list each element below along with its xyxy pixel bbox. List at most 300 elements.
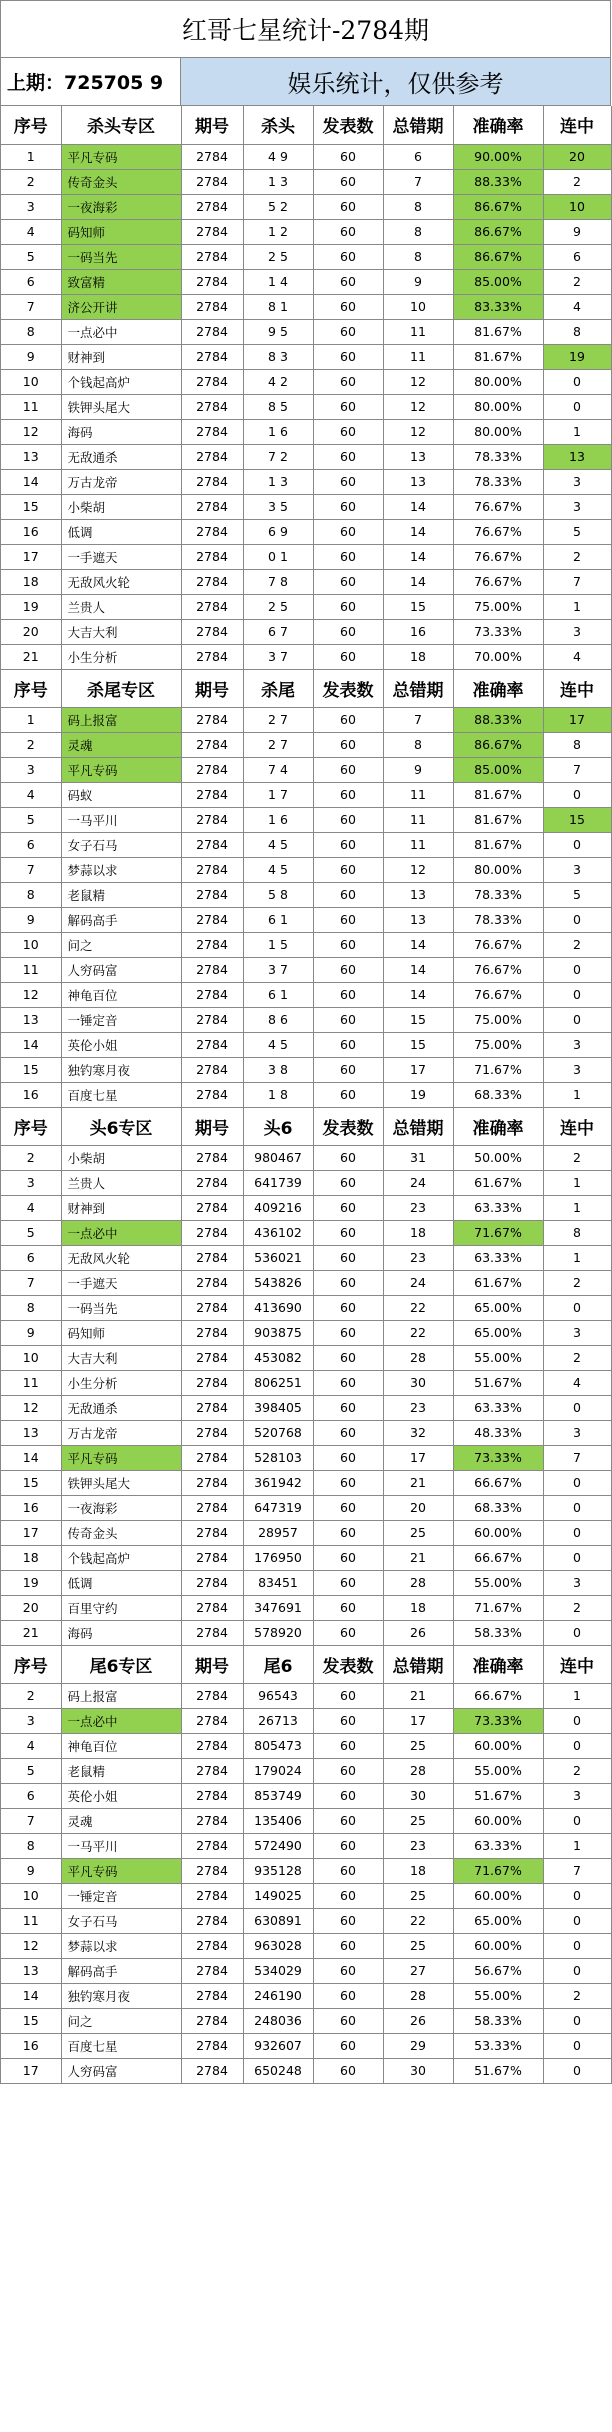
cell-name: 百度七星 bbox=[61, 1082, 181, 1107]
cell-accuracy: 61.67% bbox=[453, 1270, 543, 1295]
cell-issue: 2784 bbox=[181, 394, 243, 419]
cell-issue: 2784 bbox=[181, 857, 243, 882]
cell-streak: 0 bbox=[543, 1545, 611, 1570]
cell-misses: 13 bbox=[383, 469, 453, 494]
cell-published: 60 bbox=[313, 1708, 383, 1733]
cell-rank: 1 bbox=[1, 144, 61, 169]
cell-accuracy: 51.67% bbox=[453, 1783, 543, 1808]
cell-published: 60 bbox=[313, 1345, 383, 1370]
stats-table bbox=[1, 106, 612, 2084]
cell-rank: 11 bbox=[1, 1370, 61, 1395]
cell-pick: 647319 bbox=[243, 1495, 313, 1520]
table-row bbox=[1, 419, 611, 444]
cell-published: 60 bbox=[313, 957, 383, 982]
cell-accuracy: 68.33% bbox=[453, 1495, 543, 1520]
cell-published: 60 bbox=[313, 544, 383, 569]
cell-name: 老鼠精 bbox=[61, 882, 181, 907]
cell-misses: 12 bbox=[383, 857, 453, 882]
cell-name: 一码当先 bbox=[61, 244, 181, 269]
cell-name: 个钱起高炉 bbox=[61, 1545, 181, 1570]
cell-accuracy: 90.00% bbox=[453, 144, 543, 169]
cell-published: 60 bbox=[313, 219, 383, 244]
table-row bbox=[1, 1195, 611, 1220]
cell-published: 60 bbox=[313, 1220, 383, 1245]
cell-rank: 21 bbox=[1, 1620, 61, 1645]
cell-rank: 15 bbox=[1, 2008, 61, 2033]
cell-pick: 6 7 bbox=[243, 619, 313, 644]
table-row bbox=[1, 544, 611, 569]
cell-issue: 2784 bbox=[181, 707, 243, 732]
cell-misses: 18 bbox=[383, 1220, 453, 1245]
cell-pick: 4 5 bbox=[243, 1032, 313, 1057]
cell-rank: 16 bbox=[1, 1495, 61, 1520]
cell-misses: 23 bbox=[383, 1833, 453, 1858]
cell-published: 60 bbox=[313, 1270, 383, 1295]
cell-misses: 14 bbox=[383, 544, 453, 569]
cell-accuracy: 65.00% bbox=[453, 1295, 543, 1320]
cell-issue: 2784 bbox=[181, 1983, 243, 2008]
cell-misses: 19 bbox=[383, 1082, 453, 1107]
cell-published: 60 bbox=[313, 194, 383, 219]
cell-streak: 9 bbox=[543, 219, 611, 244]
cell-streak: 3 bbox=[543, 1783, 611, 1808]
cell-misses: 11 bbox=[383, 344, 453, 369]
cell-rank: 2 bbox=[1, 169, 61, 194]
cell-pick: 2 7 bbox=[243, 707, 313, 732]
cell-issue: 2784 bbox=[181, 1245, 243, 1270]
cell-issue: 2784 bbox=[181, 1195, 243, 1220]
cell-streak: 10 bbox=[543, 194, 611, 219]
last-issue-label: 上期：725705 9 bbox=[1, 58, 181, 105]
cell-published: 60 bbox=[313, 1395, 383, 1420]
cell-misses: 25 bbox=[383, 1733, 453, 1758]
cell-misses: 21 bbox=[383, 1470, 453, 1495]
cell-published: 60 bbox=[313, 1833, 383, 1858]
cell-name: 大吉大利 bbox=[61, 619, 181, 644]
cell-rank: 18 bbox=[1, 1545, 61, 1570]
cell-name: 兰贵人 bbox=[61, 594, 181, 619]
cell-rank: 13 bbox=[1, 444, 61, 469]
table-row bbox=[1, 619, 611, 644]
cell-name: 独钓寒月夜 bbox=[61, 1983, 181, 2008]
cell-issue: 2784 bbox=[181, 957, 243, 982]
cell-published: 60 bbox=[313, 1445, 383, 1470]
section-header-row bbox=[1, 1645, 611, 1683]
cell-pick: 8 6 bbox=[243, 1007, 313, 1032]
table-row bbox=[1, 494, 611, 519]
cell-issue: 2784 bbox=[181, 1495, 243, 1520]
cell-rank: 15 bbox=[1, 1470, 61, 1495]
section-header-row bbox=[1, 1107, 611, 1145]
cell-pick: 0 1 bbox=[243, 544, 313, 569]
cell-rank: 4 bbox=[1, 1733, 61, 1758]
cell-name: 铁钾头尾大 bbox=[61, 1470, 181, 1495]
cell-pick: 135406 bbox=[243, 1808, 313, 1833]
cell-accuracy: 48.33% bbox=[453, 1420, 543, 1445]
cell-misses: 26 bbox=[383, 2008, 453, 2033]
cell-name: 无敌风火轮 bbox=[61, 1245, 181, 1270]
cell-rank: 5 bbox=[1, 1758, 61, 1783]
cell-misses: 15 bbox=[383, 1032, 453, 1057]
cell-issue: 2784 bbox=[181, 1708, 243, 1733]
cell-issue: 2784 bbox=[181, 1295, 243, 1320]
cell-streak: 17 bbox=[543, 707, 611, 732]
cell-misses: 13 bbox=[383, 882, 453, 907]
cell-misses: 20 bbox=[383, 1495, 453, 1520]
cell-accuracy: 71.67% bbox=[453, 1858, 543, 1883]
cell-accuracy: 71.67% bbox=[453, 1057, 543, 1082]
header-misses: 总错期 bbox=[383, 669, 453, 707]
header-name: 杀头专区 bbox=[61, 106, 181, 144]
cell-streak: 0 bbox=[543, 369, 611, 394]
cell-misses: 28 bbox=[383, 1345, 453, 1370]
table-row bbox=[1, 1470, 611, 1495]
cell-streak: 2 bbox=[543, 1270, 611, 1295]
cell-accuracy: 76.67% bbox=[453, 982, 543, 1007]
cell-streak: 0 bbox=[543, 1395, 611, 1420]
table-row bbox=[1, 1858, 611, 1883]
cell-pick: 409216 bbox=[243, 1195, 313, 1220]
cell-streak: 0 bbox=[543, 1883, 611, 1908]
cell-pick: 806251 bbox=[243, 1370, 313, 1395]
cell-name: 解码高手 bbox=[61, 1958, 181, 1983]
cell-accuracy: 76.67% bbox=[453, 932, 543, 957]
cell-accuracy: 55.00% bbox=[453, 1983, 543, 2008]
cell-name: 无敌通杀 bbox=[61, 1395, 181, 1420]
cell-misses: 25 bbox=[383, 1808, 453, 1833]
cell-pick: 1 3 bbox=[243, 169, 313, 194]
cell-published: 60 bbox=[313, 1520, 383, 1545]
cell-published: 60 bbox=[313, 144, 383, 169]
table-row bbox=[1, 594, 611, 619]
cell-misses: 21 bbox=[383, 1683, 453, 1708]
cell-name: 财神到 bbox=[61, 1195, 181, 1220]
cell-issue: 2784 bbox=[181, 1733, 243, 1758]
table-row bbox=[1, 1595, 611, 1620]
cell-rank: 7 bbox=[1, 294, 61, 319]
cell-rank: 5 bbox=[1, 244, 61, 269]
cell-misses: 31 bbox=[383, 1145, 453, 1170]
cell-name: 女子石马 bbox=[61, 1908, 181, 1933]
cell-published: 60 bbox=[313, 369, 383, 394]
stats-table-body bbox=[1, 106, 611, 2083]
cell-name: 小柴胡 bbox=[61, 494, 181, 519]
cell-pick: 436102 bbox=[243, 1220, 313, 1245]
cell-accuracy: 60.00% bbox=[453, 1933, 543, 1958]
cell-name: 一马平川 bbox=[61, 1833, 181, 1858]
cell-accuracy: 50.00% bbox=[453, 1145, 543, 1170]
cell-issue: 2784 bbox=[181, 1620, 243, 1645]
table-row bbox=[1, 1545, 611, 1570]
cell-misses: 14 bbox=[383, 957, 453, 982]
header-streak: 连中 bbox=[543, 669, 611, 707]
cell-pick: 1 2 bbox=[243, 219, 313, 244]
cell-misses: 24 bbox=[383, 1170, 453, 1195]
cell-issue: 2784 bbox=[181, 757, 243, 782]
cell-pick: 1 6 bbox=[243, 807, 313, 832]
cell-published: 60 bbox=[313, 294, 383, 319]
cell-name: 码上报富 bbox=[61, 1683, 181, 1708]
cell-accuracy: 55.00% bbox=[453, 1758, 543, 1783]
cell-pick: 2 5 bbox=[243, 244, 313, 269]
cell-name: 一手遮天 bbox=[61, 544, 181, 569]
cell-published: 60 bbox=[313, 1908, 383, 1933]
cell-accuracy: 86.67% bbox=[453, 219, 543, 244]
cell-rank: 20 bbox=[1, 1595, 61, 1620]
cell-accuracy: 58.33% bbox=[453, 1620, 543, 1645]
cell-misses: 15 bbox=[383, 1007, 453, 1032]
top-bar bbox=[1, 58, 611, 106]
cell-streak: 0 bbox=[543, 982, 611, 1007]
cell-rank: 12 bbox=[1, 419, 61, 444]
cell-name: 致富精 bbox=[61, 269, 181, 294]
cell-published: 60 bbox=[313, 1032, 383, 1057]
cell-streak: 4 bbox=[543, 294, 611, 319]
cell-pick: 853749 bbox=[243, 1783, 313, 1808]
cell-published: 60 bbox=[313, 1195, 383, 1220]
cell-pick: 805473 bbox=[243, 1733, 313, 1758]
table-row bbox=[1, 2008, 611, 2033]
cell-published: 60 bbox=[313, 594, 383, 619]
table-row bbox=[1, 1145, 611, 1170]
cell-pick: 246190 bbox=[243, 1983, 313, 2008]
cell-pick: 1 6 bbox=[243, 419, 313, 444]
cell-issue: 2784 bbox=[181, 1520, 243, 1545]
cell-issue: 2784 bbox=[181, 1220, 243, 1245]
header-rank: 序号 bbox=[1, 669, 61, 707]
cell-misses: 6 bbox=[383, 144, 453, 169]
table-row bbox=[1, 1933, 611, 1958]
cell-rank: 9 bbox=[1, 1858, 61, 1883]
cell-name: 问之 bbox=[61, 932, 181, 957]
cell-accuracy: 56.67% bbox=[453, 1958, 543, 1983]
cell-name: 一夜海彩 bbox=[61, 194, 181, 219]
cell-name: 济公开讲 bbox=[61, 294, 181, 319]
cell-pick: 980467 bbox=[243, 1145, 313, 1170]
table-row bbox=[1, 1833, 611, 1858]
cell-accuracy: 65.00% bbox=[453, 1320, 543, 1345]
cell-misses: 9 bbox=[383, 269, 453, 294]
table-row bbox=[1, 2033, 611, 2058]
cell-issue: 2784 bbox=[181, 169, 243, 194]
cell-streak: 1 bbox=[543, 1170, 611, 1195]
cell-streak: 0 bbox=[543, 1007, 611, 1032]
cell-rank: 20 bbox=[1, 619, 61, 644]
header-rank: 序号 bbox=[1, 106, 61, 144]
cell-issue: 2784 bbox=[181, 1145, 243, 1170]
cell-published: 60 bbox=[313, 782, 383, 807]
cell-rank: 17 bbox=[1, 1520, 61, 1545]
cell-streak: 0 bbox=[543, 957, 611, 982]
cell-rank: 7 bbox=[1, 1270, 61, 1295]
cell-rank: 3 bbox=[1, 1708, 61, 1733]
cell-misses: 8 bbox=[383, 244, 453, 269]
cell-pick: 932607 bbox=[243, 2033, 313, 2058]
cell-streak: 3 bbox=[543, 619, 611, 644]
header-streak: 连中 bbox=[543, 106, 611, 144]
cell-published: 60 bbox=[313, 419, 383, 444]
table-row bbox=[1, 757, 611, 782]
table-row bbox=[1, 1370, 611, 1395]
table-row bbox=[1, 1170, 611, 1195]
cell-name: 低调 bbox=[61, 1570, 181, 1595]
cell-streak: 3 bbox=[543, 1570, 611, 1595]
cell-issue: 2784 bbox=[181, 982, 243, 1007]
cell-issue: 2784 bbox=[181, 807, 243, 832]
cell-issue: 2784 bbox=[181, 1858, 243, 1883]
header-name: 头6专区 bbox=[61, 1107, 181, 1145]
cell-pick: 361942 bbox=[243, 1470, 313, 1495]
cell-accuracy: 81.67% bbox=[453, 344, 543, 369]
header-pick: 尾6 bbox=[243, 1645, 313, 1683]
cell-misses: 11 bbox=[383, 832, 453, 857]
table-row bbox=[1, 1420, 611, 1445]
cell-streak: 0 bbox=[543, 1495, 611, 1520]
cell-name: 平凡专码 bbox=[61, 1445, 181, 1470]
cell-accuracy: 80.00% bbox=[453, 394, 543, 419]
cell-streak: 8 bbox=[543, 1220, 611, 1245]
table-row bbox=[1, 1320, 611, 1345]
cell-published: 60 bbox=[313, 394, 383, 419]
cell-pick: 149025 bbox=[243, 1883, 313, 1908]
cell-pick: 903875 bbox=[243, 1320, 313, 1345]
cell-issue: 2784 bbox=[181, 344, 243, 369]
cell-published: 60 bbox=[313, 932, 383, 957]
cell-name: 传奇金头 bbox=[61, 1520, 181, 1545]
cell-published: 60 bbox=[313, 1170, 383, 1195]
cell-name: 一马平川 bbox=[61, 807, 181, 832]
cell-accuracy: 60.00% bbox=[453, 1520, 543, 1545]
header-name: 尾6专区 bbox=[61, 1645, 181, 1683]
cell-misses: 25 bbox=[383, 1933, 453, 1958]
cell-streak: 5 bbox=[543, 882, 611, 907]
header-issue: 期号 bbox=[181, 106, 243, 144]
cell-misses: 7 bbox=[383, 169, 453, 194]
cell-streak: 3 bbox=[543, 1032, 611, 1057]
cell-accuracy: 70.00% bbox=[453, 644, 543, 669]
cell-rank: 6 bbox=[1, 832, 61, 857]
cell-published: 60 bbox=[313, 1420, 383, 1445]
cell-published: 60 bbox=[313, 244, 383, 269]
cell-streak: 2 bbox=[543, 1345, 611, 1370]
cell-accuracy: 53.33% bbox=[453, 2033, 543, 2058]
cell-streak: 2 bbox=[543, 1595, 611, 1620]
cell-published: 60 bbox=[313, 1808, 383, 1833]
cell-streak: 0 bbox=[543, 1620, 611, 1645]
cell-name: 个钱起高炉 bbox=[61, 369, 181, 394]
cell-published: 60 bbox=[313, 469, 383, 494]
cell-pick: 8 3 bbox=[243, 344, 313, 369]
cell-rank: 5 bbox=[1, 1220, 61, 1245]
table-row bbox=[1, 782, 611, 807]
cell-issue: 2784 bbox=[181, 1007, 243, 1032]
table-row bbox=[1, 732, 611, 757]
cell-rank: 8 bbox=[1, 319, 61, 344]
table-row bbox=[1, 394, 611, 419]
cell-accuracy: 78.33% bbox=[453, 444, 543, 469]
cell-issue: 2784 bbox=[181, 444, 243, 469]
header-pick: 头6 bbox=[243, 1107, 313, 1145]
cell-pick: 248036 bbox=[243, 2008, 313, 2033]
cell-rank: 2 bbox=[1, 1683, 61, 1708]
cell-pick: 935128 bbox=[243, 1858, 313, 1883]
cell-accuracy: 80.00% bbox=[453, 419, 543, 444]
table-row bbox=[1, 957, 611, 982]
cell-misses: 8 bbox=[383, 194, 453, 219]
cell-name: 平凡专码 bbox=[61, 144, 181, 169]
cell-accuracy: 78.33% bbox=[453, 907, 543, 932]
cell-published: 60 bbox=[313, 2008, 383, 2033]
table-row bbox=[1, 1570, 611, 1595]
cell-issue: 2784 bbox=[181, 644, 243, 669]
cell-rank: 16 bbox=[1, 519, 61, 544]
cell-published: 60 bbox=[313, 1933, 383, 1958]
cell-pick: 6 9 bbox=[243, 519, 313, 544]
cell-published: 60 bbox=[313, 1983, 383, 2008]
cell-accuracy: 66.67% bbox=[453, 1470, 543, 1495]
cell-pick: 536021 bbox=[243, 1245, 313, 1270]
cell-issue: 2784 bbox=[181, 144, 243, 169]
cell-pick: 7 2 bbox=[243, 444, 313, 469]
cell-streak: 0 bbox=[543, 2058, 611, 2083]
cell-streak: 2 bbox=[543, 1758, 611, 1783]
cell-published: 60 bbox=[313, 882, 383, 907]
cell-pick: 4 5 bbox=[243, 832, 313, 857]
cell-issue: 2784 bbox=[181, 2008, 243, 2033]
header-streak: 连中 bbox=[543, 1645, 611, 1683]
cell-rank: 10 bbox=[1, 1345, 61, 1370]
cell-issue: 2784 bbox=[181, 1270, 243, 1295]
cell-issue: 2784 bbox=[181, 1883, 243, 1908]
cell-published: 60 bbox=[313, 1883, 383, 1908]
cell-accuracy: 66.67% bbox=[453, 1545, 543, 1570]
cell-published: 60 bbox=[313, 1545, 383, 1570]
cell-published: 60 bbox=[313, 982, 383, 1007]
table-row bbox=[1, 1908, 611, 1933]
cell-rank: 8 bbox=[1, 1833, 61, 1858]
cell-rank: 14 bbox=[1, 1983, 61, 2008]
cell-accuracy: 63.33% bbox=[453, 1833, 543, 1858]
table-row bbox=[1, 857, 611, 882]
cell-published: 60 bbox=[313, 269, 383, 294]
cell-issue: 2784 bbox=[181, 594, 243, 619]
table-row bbox=[1, 1007, 611, 1032]
cell-accuracy: 51.67% bbox=[453, 1370, 543, 1395]
cell-misses: 28 bbox=[383, 1758, 453, 1783]
cell-streak: 19 bbox=[543, 344, 611, 369]
cell-streak: 3 bbox=[543, 1057, 611, 1082]
cell-streak: 0 bbox=[543, 832, 611, 857]
cell-streak: 0 bbox=[543, 1733, 611, 1758]
cell-misses: 25 bbox=[383, 1883, 453, 1908]
cell-accuracy: 63.33% bbox=[453, 1395, 543, 1420]
page-title: 红哥七星统计-2784期 bbox=[1, 1, 611, 58]
cell-streak: 4 bbox=[543, 1370, 611, 1395]
table-row bbox=[1, 1808, 611, 1833]
cell-issue: 2784 bbox=[181, 569, 243, 594]
table-row bbox=[1, 832, 611, 857]
cell-issue: 2784 bbox=[181, 1570, 243, 1595]
cell-rank: 13 bbox=[1, 1958, 61, 1983]
cell-pick: 2 5 bbox=[243, 594, 313, 619]
cell-name: 一夜海彩 bbox=[61, 1495, 181, 1520]
cell-pick: 528103 bbox=[243, 1445, 313, 1470]
cell-name: 解码高手 bbox=[61, 907, 181, 932]
cell-rank: 11 bbox=[1, 1908, 61, 1933]
cell-streak: 0 bbox=[543, 2008, 611, 2033]
table-row bbox=[1, 569, 611, 594]
section-header-row bbox=[1, 669, 611, 707]
